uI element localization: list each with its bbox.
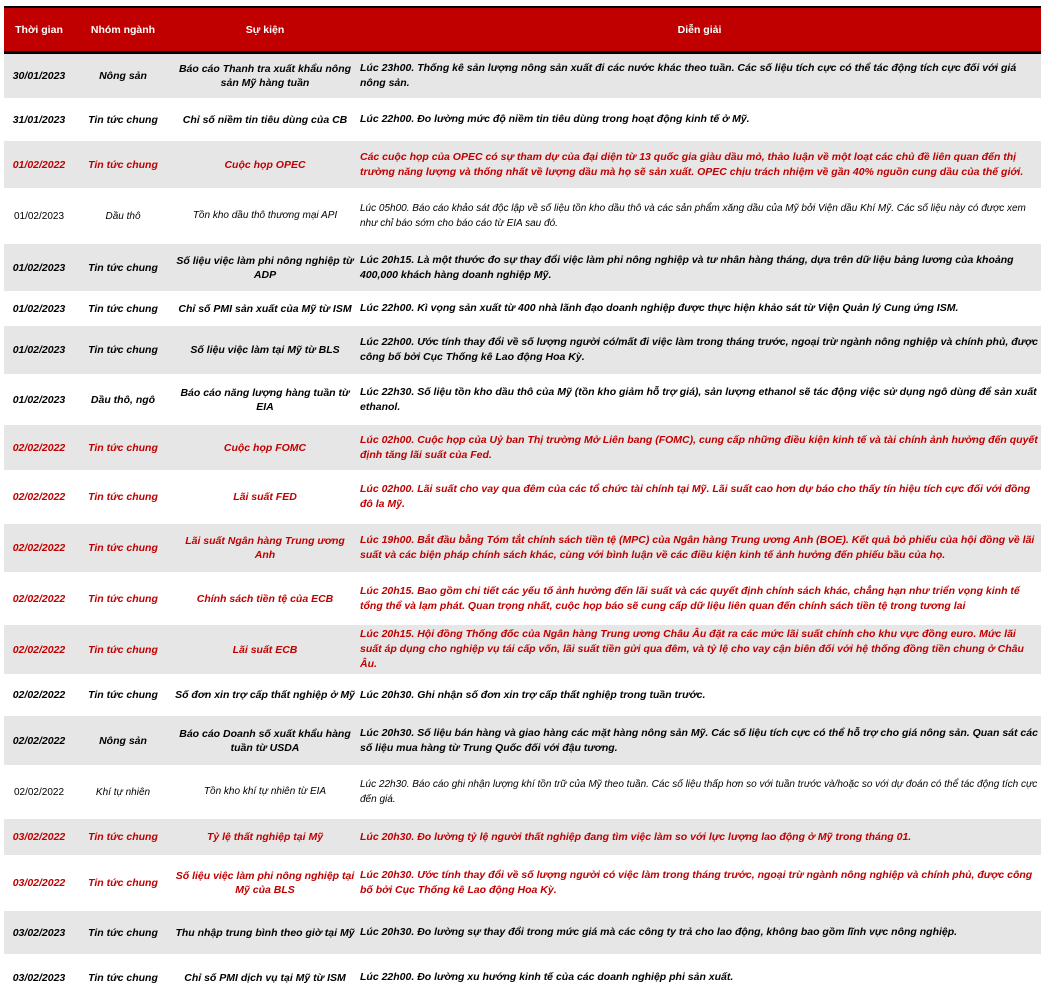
cell-group: Tin tức chung (88, 643, 158, 656)
cell-event: Chính sách tiền tệ của ECB (196, 592, 334, 605)
cell-event: Lãi suất FED (233, 491, 297, 503)
cell-description: Lúc 20h30. Ghi nhận số đơn xin trợ cấp thất nghiệp trong tuần trước. (360, 688, 706, 701)
cell-event: Số đơn xin trợ cấp thất nghiệp ở Mỹ (175, 689, 355, 701)
cell-group: Tin tức chung (88, 971, 158, 984)
cell-date: 02/02/2022 (12, 491, 66, 503)
cell-group: Dầu thô, ngô (90, 393, 156, 406)
cell-event: Lãi suất Ngân hàng Trung ương Anh (185, 535, 345, 561)
cell-description: Lúc 22h00. Đo lường xu hướng kinh tế của các doanh nghiệp phi sản xuất. (360, 971, 734, 983)
cell-group: Tin tức chung (88, 302, 158, 315)
cell-description: Lúc 22h00. Đo lường mức độ niềm tin tiêu dùng trong hoạt động kinh tế ở Mỹ. (360, 113, 750, 125)
cell-description: Lúc 19h00. Bắt đầu bằng Tóm tắt chính sách tiền tệ (MPC) của Ngân hàng Trung ương Anh (BOE). Kết quả bỏ phiếu của hội đồng về lãi suất và các biện pháp chính sách khác, cùng với bình luận về các điều kiện kinh tế ảnh hưởng đến phiếu bầu của họ. (360, 534, 1035, 561)
cell-event: Chỉ số niềm tin tiêu dùng của CB (182, 113, 348, 126)
table-row (4, 294, 1041, 326)
cell-event: Báo cáo năng lượng hàng tuần từ EIA (180, 386, 350, 413)
cell-group: Tin tức chung (88, 926, 158, 939)
cell-date: 02/02/2022 (12, 441, 66, 454)
event-calendar-table (4, 6, 1041, 1001)
cell-date: 02/02/2022 (12, 592, 66, 605)
cell-group: Tin tức chung (88, 441, 158, 454)
cell-group: Tin tức chung (88, 689, 158, 701)
cell-description: Lúc 22h30. Số liệu tồn kho dầu thô của Mỹ (tồn kho giảm hỗ trợ giá), sản lượng ethanol sẽ tác động việc sử dụng ngô dùng để sản xuất ethanol. (360, 385, 1037, 413)
table-row (4, 677, 1041, 716)
cell-date: 02/02/2022 (13, 786, 65, 798)
cell-event: Tỷ lệ thất nghiệp tại Mỹ (206, 831, 324, 843)
cell-date: 03/02/2023 (12, 926, 66, 939)
cell-description: Lúc 22h00. Ước tính thay đổi về số lượng người có/mất đi việc làm trong tháng trước, ngoại trừ ngành nông nghiệp và chính phủ, được công bố bởi Cục Thống kê Lao động Hoa Kỳ. (360, 336, 1039, 363)
table-row (4, 957, 1041, 1001)
cell-group: Tin tức chung (88, 344, 158, 356)
cell-date: 03/02/2022 (12, 831, 66, 843)
cell-date: 01/02/2023 (12, 344, 66, 356)
header-event: Sự kiện (245, 23, 285, 36)
cell-date: 02/02/2022 (12, 542, 66, 554)
table-row (4, 819, 1041, 858)
cell-group: Tin tức chung (88, 592, 158, 605)
cell-group: Tin tức chung (88, 877, 158, 889)
table-row (4, 716, 1041, 768)
cell-event: Cuộc họp FOMC (223, 441, 307, 454)
cell-event: Số liệu việc làm tại Mỹ từ BLS (190, 344, 340, 356)
cell-description: Lúc 02h00. Cuộc họp của Uỷ ban Thị trường Mở Liên bang (FOMC), cung cấp những điều kiện kinh tế và tài chính ảnh hưởng đến quyết định tăng lãi suất của Fed. (360, 433, 1038, 461)
cell-description: Lúc 05h00. Báo cáo khảo sát độc lập về số liệu tồn kho dầu thô và các sản phẩm xăng dầu của Mỹ bởi Viện dầu Khí Mỹ. Các số liệu này có được xem như chỉ báo sớm cho báo cáo từ EIA sau đó. (360, 203, 1026, 229)
cell-group: Dầu thô (105, 210, 141, 222)
cell-group: Tin tức chung (88, 158, 158, 171)
cell-description: Lúc 22h30. Báo cáo ghi nhận lượng khí tồn trữ của Mỹ theo tuần. Các số liệu thấp hơn so với tuần trước và/hoặc so với dự đoán có thể tác động tích cực đến giá. (360, 779, 1038, 805)
cell-event: Báo cáo Thanh tra xuất khẩu nông sản Mỹ hàng tuần (178, 63, 352, 89)
cell-event: Cuộc họp OPEC (224, 158, 306, 171)
cell-group: Khí tự nhiên (95, 786, 151, 798)
cell-group: Tin tức chung (88, 113, 158, 126)
cell-date: 01/02/2023 (12, 302, 66, 315)
cell-date: 01/02/2022 (12, 158, 66, 171)
cell-description: Lúc 20h30. Đo lường tỷ lệ người thất nghiệp đang tìm việc làm so với lực lượng lao động ở Mỹ trong tháng 01. (360, 830, 912, 843)
cell-date: 31/01/2023 (12, 113, 66, 126)
cell-event: Số liệu việc làm phi nông nghiệp từ ADP (176, 254, 354, 281)
header-time: Thời gian (15, 23, 63, 36)
table-row (4, 625, 1041, 677)
cell-description: Lúc 20h30. Số liệu bán hàng và giao hàng các mặt hàng nông sản Mỹ. Các số liệu tích cực có thể hỗ trợ cho giá nông sản. Quan sát các số liệu mua hàng từ Trung Quốc đối với đậu tương. (360, 726, 1038, 754)
table-row (4, 244, 1041, 294)
cell-group: Tin tức chung (88, 491, 158, 503)
table-row (4, 377, 1041, 425)
cell-event: Chỉ số PMI sản xuất của Mỹ từ ISM (178, 302, 352, 315)
cell-group: Tin tức chung (88, 261, 158, 274)
cell-date: 02/02/2022 (12, 734, 66, 747)
cell-event: Số liệu việc làm phi nông nghiệp tại Mỹ của BLS (175, 870, 355, 896)
cell-event: Thu nhập trung bình theo giờ tại Mỹ (175, 926, 355, 939)
table-row (4, 54, 1041, 101)
table-row (4, 101, 1041, 141)
cell-event: Báo cáo Doanh số xuất khẩu hàng tuần từ USDA (179, 727, 351, 754)
cell-group: Nông sản (99, 734, 147, 747)
cell-date: 02/02/2022 (12, 643, 66, 656)
cell-description: Lúc 20h15. Hội đồng Thống đốc của Ngân hàng Trung ương Châu Âu đặt ra các mức lãi suất chính cho khu vực đồng euro. Mức lãi suất áp dụng cho nghiệp vụ tái cấp vốn, lãi suất tiền gửi qua đêm, và tỷ lệ cho vay cận biên đối với hệ thống đồng tiền chung ở Châu Âu. (360, 628, 1024, 670)
header-description: Diễn giải (677, 23, 722, 36)
cell-date: 01/02/2023 (12, 393, 66, 406)
table-row (4, 768, 1041, 819)
cell-event: Tồn kho khí tự nhiên từ EIA (203, 786, 327, 797)
header-group: Nhóm ngành (90, 23, 156, 36)
cell-group: Tin tức chung (88, 542, 158, 554)
cell-event: Tồn kho dầu thô thương mại API (192, 210, 338, 221)
cell-description: Lúc 22h00. Kì vọng sản xuất từ 400 nhà lãnh đạo doanh nghiệp được thực hiện khảo sát từ Viện Quản lý Cung ứng ISM. (360, 302, 959, 314)
cell-event: Lãi suất ECB (232, 643, 298, 656)
table-row (4, 858, 1041, 911)
table-row (4, 911, 1041, 957)
cell-description: Lúc 02h00. Lãi suất cho vay qua đêm của các tổ chức tài chính tại Mỹ. Lãi suất cao hơn dự báo cho thấy tín hiệu tích cực đối với đồng đô la Mỹ. (360, 483, 1031, 510)
cell-description: Lúc 20h15. Là một thước đo sự thay đổi việc làm phi nông nghiệp và tư nhân hàng tháng, dựa trên dữ liệu bảng lương của khoảng 400,000 khách hàng doanh nghiệp Mỹ. (360, 253, 1014, 281)
cell-group: Tin tức chung (88, 831, 158, 843)
cell-description: Lúc 20h30. Ước tính thay đổi về số lượng người có việc làm trong tháng trước, ngoại trừ ngành nông nghiệp và chính phủ, được công bố bởi Cục Thống kê Lao động Hoa Kỳ. (360, 869, 1033, 896)
table-row (4, 141, 1041, 191)
table-row (4, 575, 1041, 625)
cell-date: 03/02/2023 (12, 971, 66, 984)
cell-date: 30/01/2023 (12, 70, 66, 82)
cell-description: Lúc 20h15. Bao gồm chi tiết các yếu tố ảnh hưởng đến lãi suất và các quyết định chính sách khác, chẳng hạn như triển vọng kinh tế tổng thể và lạm phát. Quan trọng nhất, cuộc họp báo sẽ cung cấp dữ liệu liên quan đến chính sách tiền tệ trong tương lai (360, 584, 1020, 612)
cell-date: 03/02/2022 (12, 877, 66, 889)
cell-group: Nông sản (99, 70, 147, 82)
cell-description: Lúc 23h00. Thống kê sản lượng nông sản xuất đi các nước khác theo tuần. Các số liệu tích cực có thể tác động tích cực đối với giá nông sản. (360, 62, 1017, 89)
table-header (4, 8, 1041, 51)
cell-date: 01/02/2023 (13, 210, 65, 222)
table-row (4, 191, 1041, 244)
cell-date: 02/02/2022 (12, 689, 66, 701)
cell-description: Các cuộc họp của OPEC có sự tham dự của đại diện từ 13 quốc gia giàu dầu mỏ, thảo luận về một loạt các chủ đề liên quan đến thị trường năng lượng và thống nhất về lượng dầu mà họ sẽ sản xuất. OPEC chịu trách nhiệm về gần 40% nguồn cung dầu của thế giới. (360, 150, 1024, 178)
cell-description: Lúc 20h30. Đo lường sự thay đổi trong mức giá mà các công ty trả cho lao động, không bao gồm lĩnh vực nông nghiệp. (360, 926, 958, 938)
cell-event: Chỉ số PMI dịch vụ tại Mỹ từ ISM (184, 971, 346, 984)
table-row (4, 524, 1041, 575)
table-row (4, 425, 1041, 473)
cell-date: 01/02/2023 (12, 261, 66, 274)
table-row (4, 473, 1041, 524)
table-row (4, 326, 1041, 377)
